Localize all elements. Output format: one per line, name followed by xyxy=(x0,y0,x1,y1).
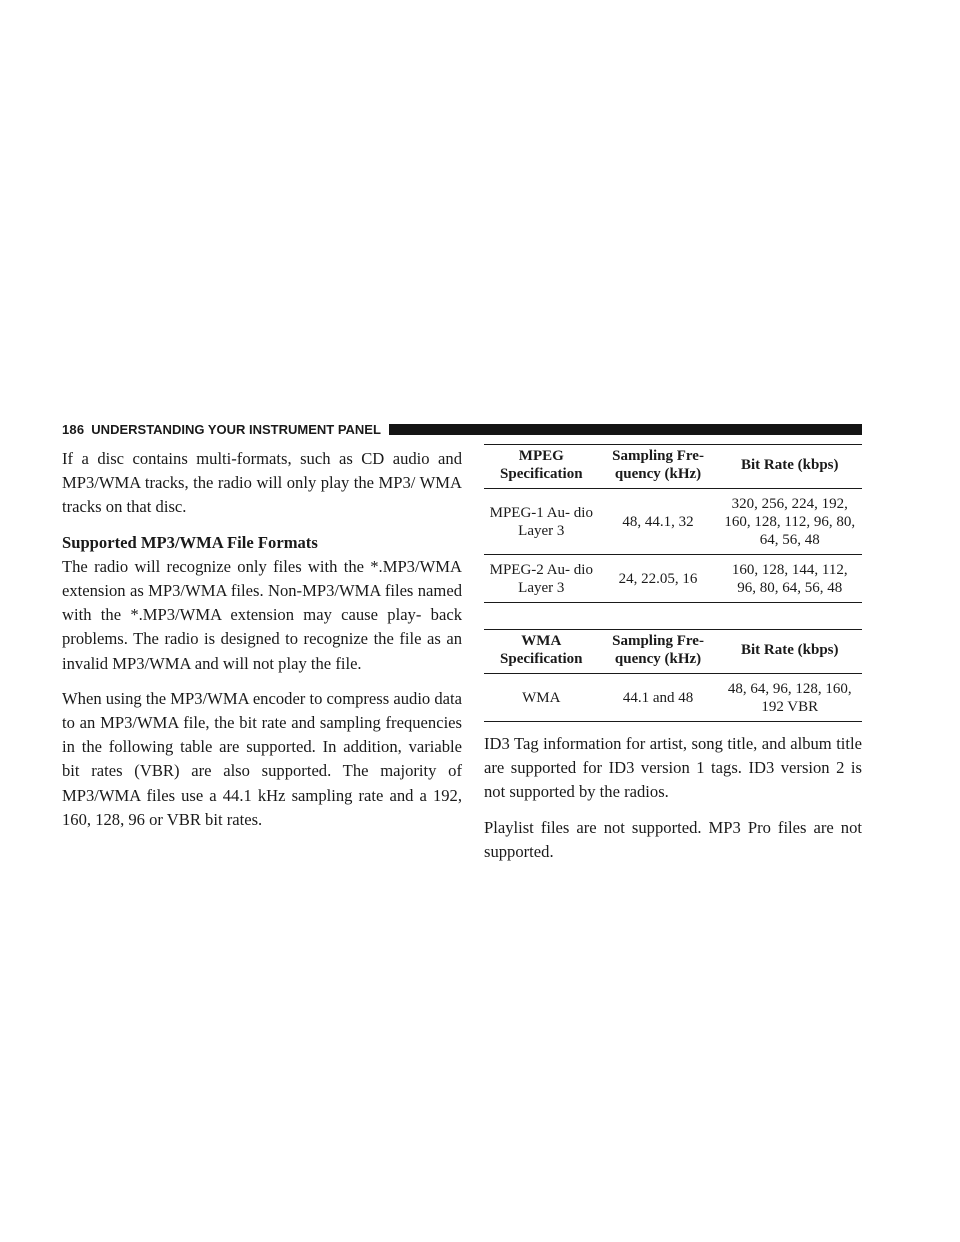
playlist-paragraph: Playlist files are not supported. MP3 Pro files are not supported. xyxy=(484,817,862,861)
header-sampling-frequency: Sampling Fre- quency (kHz) xyxy=(612,633,704,667)
table-row xyxy=(484,489,862,555)
header-specification: MPEG Specification xyxy=(500,448,583,482)
cell-specification: MPEG-1 Au- dio Layer 3 xyxy=(489,505,593,539)
mpeg-spec-table xyxy=(484,444,862,603)
cell-bit-rate: 160, 128, 144, 112, 96, 80, 64, 56, 48 xyxy=(731,562,848,596)
cell-sampling-frequency: 48, 44.1, 32 xyxy=(622,514,694,530)
header-bit-rate: Bit Rate (kbps) xyxy=(740,642,839,658)
id3-paragraph: ID3 Tag information for artist, song title, and album title are supported for ID3 version 1 tags. ID3 version 2 is not supported by the radios. xyxy=(484,734,862,802)
cell-sampling-frequency: 44.1 and 48 xyxy=(622,690,694,706)
table-row xyxy=(484,674,862,722)
table-header-row xyxy=(484,630,862,674)
right-text xyxy=(484,732,862,864)
header-sampling-frequency: Sampling Fre- quency (kHz) xyxy=(612,448,704,482)
table-row xyxy=(484,555,862,603)
page-number: 186 xyxy=(62,421,85,437)
cell-sampling-frequency: 24, 22.05, 16 xyxy=(618,571,698,587)
supported-formats-heading: Supported MP3/WMA File Formats xyxy=(62,532,318,552)
encoder-paragraph: When using the MP3/WMA encoder to compress audio data to an MP3/WMA file, the bit rate and sampling frequencies in the following table are supported. In addition, variable bit rates (VBR) are also supported. The majority of MP3/WMA files use a 44.1 kHz sampling rate and a 192, 160, 128, 96 or VBR bit rates. xyxy=(62,688,463,829)
table-spacer xyxy=(484,603,862,629)
multi-format-paragraph: If a disc contains multi-formats, such as CD audio and MP3/WMA tracks, the radio will only play the MP3/ WMA tracks on that disc. xyxy=(62,449,462,517)
cell-bit-rate: 320, 256, 224, 192, 160, 128, 112, 96, 80, 64, 56, 48 xyxy=(724,496,856,548)
cell-specification: WMA xyxy=(522,690,561,706)
cell-specification: MPEG-2 Au- dio Layer 3 xyxy=(489,562,593,596)
section-title: UNDERSTANDING YOUR INSTRUMENT PANEL xyxy=(91,421,381,437)
header-bit-rate: Bit Rate (kbps) xyxy=(741,457,839,473)
page-header xyxy=(62,421,862,437)
right-column xyxy=(484,444,862,875)
cell-bit-rate: 48, 64, 96, 128, 160, 192 VBR xyxy=(727,681,852,715)
table-header-row xyxy=(484,445,862,489)
left-column xyxy=(62,447,462,843)
file-extension-paragraph: The radio will recognize only files with the *.MP3/WMA extension as MP3/WMA files. Non-MP3/WMA files named with the *.MP3/WMA extension may cause play- back problems. The radio is designed to recognize the file as an invalid MP3/WMA and will not play the file. xyxy=(62,556,462,673)
header-specification: WMA Specification xyxy=(500,633,583,667)
header-rule xyxy=(389,424,862,435)
wma-spec-table xyxy=(484,629,862,722)
